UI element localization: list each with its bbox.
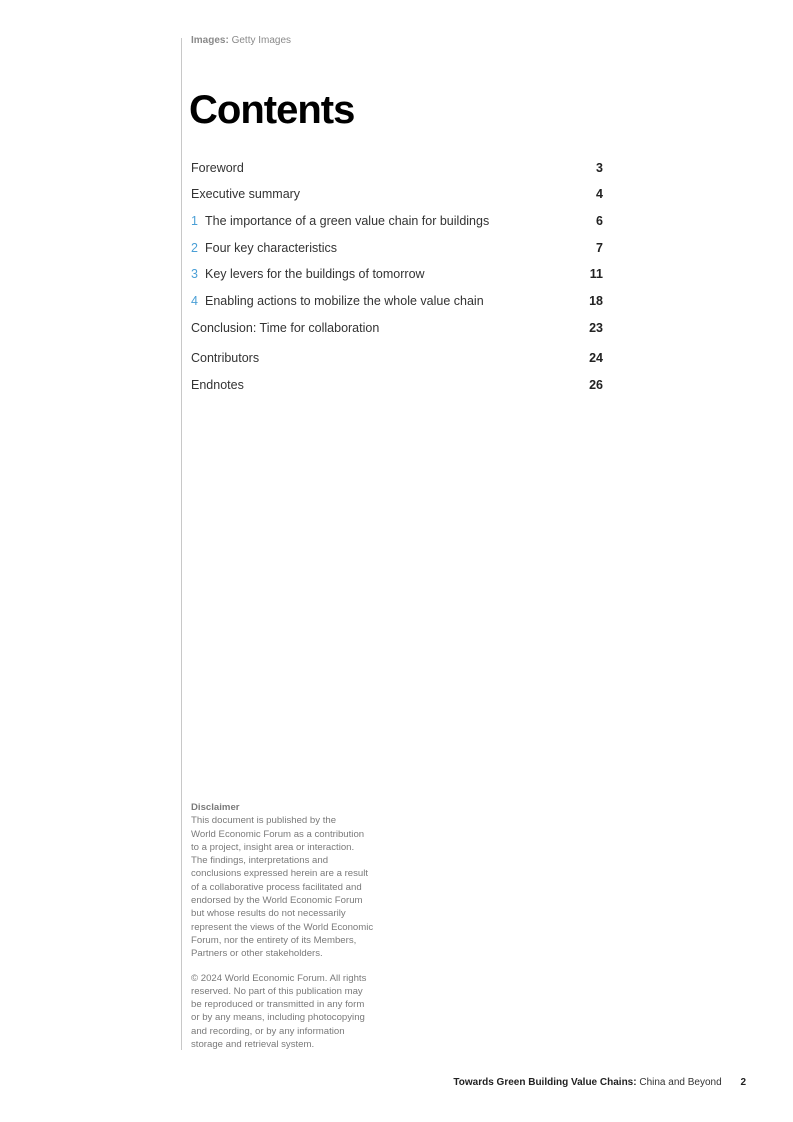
toc-label: Executive summary <box>191 187 301 201</box>
disclaimer-line: The findings, interpretations and <box>191 855 329 867</box>
page-title: Contents <box>189 88 355 132</box>
toc-label: Four key characteristics <box>205 241 337 255</box>
disclaimer-line: but whose results do not necessarily <box>191 908 346 920</box>
toc-row-chapter-2[interactable] <box>191 238 603 258</box>
toc-chapter-number: 4 <box>191 294 198 308</box>
toc-page: 24 <box>589 351 603 365</box>
image-credit <box>191 35 291 46</box>
disclaimer-line: to a project, insight area or interaction. <box>191 841 355 853</box>
disclaimer <box>191 801 381 1051</box>
disclaimer-line: World Economic Forum as a contribution <box>191 828 365 840</box>
toc-chapter-number: 1 <box>191 214 198 228</box>
toc-row-conclusion[interactable] <box>191 318 603 338</box>
copyright-line: reserved. No part of this publication may <box>191 985 363 997</box>
toc-label: Endnotes <box>191 378 244 392</box>
toc-page: 6 <box>596 214 603 228</box>
toc-row-chapter-4[interactable] <box>191 291 603 311</box>
toc-page: 26 <box>589 378 603 392</box>
toc-page: 3 <box>596 161 603 175</box>
footer-title-bold: Towards Green Building Value Chains: <box>453 1077 637 1088</box>
page-footer <box>453 1077 746 1088</box>
toc-label: Conclusion: Time for collaboration <box>191 321 380 335</box>
copyright-line: and recording, or by any information <box>191 1025 345 1037</box>
disclaimer-line: endorsed by the World Economic Forum <box>191 895 363 907</box>
toc-page: 23 <box>589 321 603 335</box>
copyright-notice <box>191 972 381 1052</box>
toc-label: Foreword <box>191 161 244 175</box>
copyright-line: storage and retrieval system. <box>191 1039 315 1051</box>
image-credit-label: Images: <box>191 35 229 46</box>
image-credit-value: Getty Images <box>231 35 292 46</box>
toc-label: The importance of a green value chain for buildings <box>205 214 490 228</box>
disclaimer-heading: Disclaimer <box>191 802 240 813</box>
toc-label: Contributors <box>191 351 260 365</box>
toc-row-chapter-3[interactable] <box>191 264 603 284</box>
toc-row-endnotes[interactable] <box>191 375 603 395</box>
margin-rule <box>181 38 182 1050</box>
toc-row-contributors[interactable] <box>191 348 603 368</box>
toc-row-chapter-1[interactable] <box>191 211 603 231</box>
disclaimer-line: This document is published by the <box>191 815 337 827</box>
footer-title-rest: China and Beyond <box>639 1077 722 1088</box>
toc-page: 18 <box>589 294 603 308</box>
toc-page: 7 <box>596 241 603 255</box>
toc-chapter-number: 3 <box>191 267 198 281</box>
disclaimer-line: of a collaborative process facilitated and <box>191 881 362 893</box>
page-number: 2 <box>740 1077 746 1088</box>
disclaimer-line: Partners or other stakeholders. <box>191 948 323 960</box>
disclaimer-line: Forum, nor the entirety of its Members, <box>191 934 357 946</box>
disclaimer-line: represent the views of the World Economic <box>191 921 374 933</box>
copyright-line: or by any means, including photocopying <box>191 1012 365 1024</box>
toc-page: 11 <box>589 267 603 281</box>
toc-label: Key levers for the buildings of tomorrow <box>205 267 425 281</box>
toc-row-foreword[interactable] <box>191 158 603 178</box>
toc-row-executive-summary[interactable] <box>191 184 603 204</box>
toc-label: Enabling actions to mobilize the whole value chain <box>205 294 484 308</box>
toc-page: 4 <box>596 187 603 201</box>
disclaimer-line: conclusions expressed herein are a result <box>191 868 369 880</box>
table-of-contents <box>191 158 603 395</box>
copyright-line: be reproduced or transmitted in any form <box>191 999 365 1011</box>
toc-chapter-number: 2 <box>191 241 198 255</box>
copyright-line: © 2024 World Economic Forum. All rights <box>191 972 367 984</box>
